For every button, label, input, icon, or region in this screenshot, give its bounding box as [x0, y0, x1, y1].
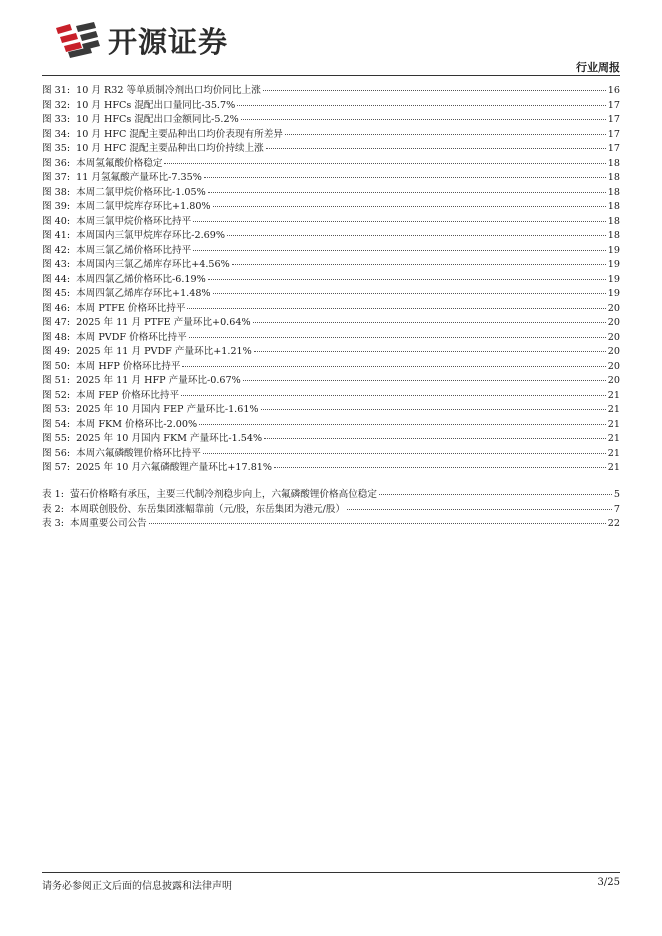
toc-entry-title: 2025 年 10 月六氟磷酸锂产量环比+17.81%	[76, 462, 273, 473]
toc-entry-number: 图 41:	[42, 230, 71, 241]
toc-entry-figure-49[interactable]	[42, 343, 620, 358]
toc-entry-number: 图 44:	[42, 273, 71, 285]
toc-entry-title: 本周重要公司公告	[69, 518, 147, 529]
toc-entry-number: 图 39:	[42, 201, 71, 212]
toc-entry-figure-33[interactable]	[42, 111, 620, 126]
toc-dot-leader	[204, 177, 606, 178]
footer-divider	[42, 872, 620, 873]
toc-entry-figure-43[interactable]	[42, 256, 620, 271]
toc-entry-page: 5	[613, 489, 620, 500]
header-divider	[42, 75, 620, 76]
toc-entry-title: 本周 FKM 价格环比-2.00%	[76, 418, 198, 430]
toc-entry-number: 表 2:	[42, 503, 64, 515]
toc-dot-leader	[254, 351, 606, 352]
toc-entry-page: 22	[607, 518, 620, 529]
toc-entry-number: 图 45:	[42, 288, 71, 299]
toc-entry-title: 10 月 HFC 混配主要品种出口均价表现有所差异	[76, 128, 283, 140]
toc-entry-title: 本周二氯甲烷库存环比+1.80%	[76, 201, 211, 212]
toc-dot-leader	[243, 380, 606, 381]
toc-entry-figure-52[interactable]	[42, 387, 620, 402]
toc-entry-figure-37[interactable]	[42, 169, 620, 184]
toc-dot-leader	[181, 395, 606, 396]
toc-entry-figure-47[interactable]	[42, 314, 620, 329]
toc-entry-number: 图 35:	[42, 143, 71, 154]
toc-entry-title: 2025 年 11 月 PVDF 产量环比+1.21%	[76, 346, 252, 357]
toc-entry-title: 本周国内三氯乙烯库存环比+4.56%	[76, 259, 230, 270]
toc-entry-number: 图 56:	[42, 447, 71, 459]
toc-entry-number: 图 52:	[42, 389, 71, 401]
toc-dot-leader	[164, 163, 605, 164]
toc-entry-number: 图 38:	[42, 186, 71, 198]
toc-entry-title: 2025 年 11 月 PTFE 产量环比+0.64%	[76, 317, 251, 328]
toc-entry-page: 19	[607, 259, 620, 270]
toc-entry-page: 18	[607, 186, 620, 198]
toc-entry-title: 本周氢氟酸价格稳定	[76, 157, 163, 169]
report-type-label: 行业周报	[576, 61, 620, 74]
toc-entry-figure-55[interactable]	[42, 430, 620, 445]
toc-entry-number: 图 48:	[42, 331, 71, 343]
toc-entry-title: 11 月氢氟酸产量环比-7.35%	[76, 172, 202, 183]
toc-entry-number: 图 53:	[42, 404, 71, 415]
toc-entry-page: 20	[607, 331, 620, 343]
brand-logo	[50, 20, 228, 60]
toc-dot-leader	[187, 308, 605, 309]
toc-dot-leader	[253, 322, 606, 323]
toc-entry-number: 图 51:	[42, 375, 71, 386]
toc-dot-leader	[266, 148, 606, 149]
toc-entry-number: 表 3:	[42, 518, 64, 529]
toc-entry-figure-46[interactable]	[42, 300, 620, 315]
toc-entry-page: 20	[607, 360, 620, 372]
toc-dot-leader	[232, 264, 606, 265]
toc-entry-page: 16	[607, 85, 620, 96]
toc-entry-page: 18	[607, 201, 620, 212]
toc-entry-title: 本周六氟磷酸锂价格环比持平	[76, 447, 201, 459]
toc-entry-page: 20	[607, 317, 620, 328]
toc-entry-title: 10 月 R32 等单质制冷剂出口均价同比上涨	[76, 85, 261, 96]
toc-dot-leader	[203, 453, 606, 454]
toc-entry-number: 图 46:	[42, 302, 71, 314]
toc-entry-figure-45[interactable]	[42, 285, 620, 300]
toc-entry-number: 图 43:	[42, 259, 71, 270]
toc-entry-figure-57[interactable]	[42, 459, 620, 474]
toc-entry-page: 21	[607, 418, 620, 430]
toc-entry-title: 本周 HFP 价格环比持平	[76, 360, 181, 372]
toc-entry-title: 2025 年 10 月国内 FEP 产量环比-1.61%	[76, 404, 259, 415]
toc-entry-page: 18	[607, 230, 620, 241]
toc-dot-leader	[208, 192, 606, 193]
toc-dot-leader	[193, 221, 606, 222]
toc-entry-title: 本周国内三氯甲烷库存环比-2.69%	[76, 230, 225, 241]
toc-entry-page: 20	[607, 302, 620, 314]
kaiyuan-logo-icon	[50, 20, 102, 60]
toc-entry-title: 本周四氯乙烯库存环比+1.48%	[76, 288, 211, 299]
toc-entry-page: 20	[607, 346, 620, 357]
toc-entry-page: 21	[607, 389, 620, 401]
toc-dot-leader	[182, 366, 605, 367]
figure-index	[42, 82, 620, 474]
toc-entry-figure-38[interactable]	[42, 184, 620, 199]
toc-entry-title: 本周 FEP 价格环比持平	[76, 389, 180, 401]
toc-entry-number: 图 50:	[42, 360, 71, 372]
toc-dot-leader	[274, 467, 606, 468]
toc-entry-page: 21	[607, 447, 620, 459]
toc-entry-title: 本周联创股份、东岳集团涨幅靠前（元/股，东岳集团为港元/股）	[69, 503, 346, 515]
toc-entry-title: 本周三氯甲烷价格环比持平	[76, 215, 192, 227]
toc-entry-number: 图 31:	[42, 85, 71, 96]
toc-entry-number: 图 33:	[42, 114, 71, 125]
toc-entry-number: 图 32:	[42, 99, 71, 111]
page-number: 3/25	[597, 877, 620, 888]
toc-entry-figure-35[interactable]	[42, 140, 620, 155]
toc-entry-figure-51[interactable]	[42, 372, 620, 387]
toc-entry-figure-44[interactable]	[42, 271, 620, 286]
toc-entry-title: 萤石价格略有承压，主要三代制冷剂稳步向上，六氟磷酸锂价格高位稳定	[69, 489, 377, 500]
toc-entry-number: 图 37:	[42, 172, 71, 183]
toc-entry-figure-56[interactable]	[42, 445, 620, 460]
toc-entry-page: 19	[607, 244, 620, 256]
toc-entry-figure-36[interactable]	[42, 155, 620, 170]
toc-dot-leader	[261, 409, 606, 410]
toc-dot-leader	[227, 235, 606, 236]
toc-entry-figure-39[interactable]	[42, 198, 620, 213]
toc-entry-title: 本周 PTFE 价格环比持平	[76, 302, 186, 314]
toc-entry-number: 图 55:	[42, 433, 71, 444]
toc-entry-title: 本周四氯乙烯价格环比-6.19%	[76, 273, 206, 285]
toc-entry-number: 表 1:	[42, 489, 64, 500]
toc-entry-figure-40[interactable]	[42, 213, 620, 228]
toc-dot-leader	[213, 293, 606, 294]
toc-entry-figure-54[interactable]	[42, 416, 620, 431]
brand-name: 开源证券	[108, 24, 229, 59]
toc-dot-leader	[263, 90, 606, 91]
toc-dot-leader	[213, 206, 606, 207]
toc-entry-number: 图 54:	[42, 418, 71, 430]
toc-entry-table-2[interactable]	[42, 501, 620, 516]
toc-entry-figure-32[interactable]	[42, 97, 620, 112]
toc-entry-table-3[interactable]	[42, 515, 620, 530]
toc-entry-page: 17	[607, 143, 620, 154]
toc-entry-number: 图 40:	[42, 215, 71, 227]
toc-entry-title: 10 月 HFC 混配主要品种出口均价持续上涨	[76, 143, 264, 154]
toc-entry-page: 7	[613, 503, 620, 515]
toc-entry-table-1[interactable]	[42, 486, 620, 501]
toc-entry-page: 18	[607, 215, 620, 227]
toc-entry-page: 17	[607, 128, 620, 140]
toc-dot-leader	[193, 250, 606, 251]
toc-dot-leader	[379, 494, 612, 495]
toc-entry-title: 本周 PVDF 价格环比持平	[76, 331, 187, 343]
table-index	[42, 486, 620, 530]
toc-entry-title: 2025 年 10 月国内 FKM 产量环比-1.54%	[76, 433, 263, 444]
toc-entry-page: 21	[607, 462, 620, 473]
toc-entry-figure-50[interactable]	[42, 358, 620, 373]
toc-entry-number: 图 34:	[42, 128, 71, 140]
toc-entry-page: 17	[607, 114, 620, 125]
toc-entry-figure-31[interactable]	[42, 82, 620, 97]
toc-entry-number: 图 49:	[42, 346, 71, 357]
toc-entry-number: 图 57:	[42, 462, 71, 473]
toc-entry-title: 10 月 HFCs 混配出口量同比-35.7%	[76, 99, 236, 111]
toc-entry-page: 17	[607, 99, 620, 111]
toc-entry-title: 本周三氯乙烯价格环比持平	[76, 244, 192, 256]
toc-entry-page: 18	[607, 157, 620, 169]
toc-entry-number: 图 47:	[42, 317, 71, 328]
toc-dot-leader	[241, 119, 606, 120]
toc-dot-leader	[199, 424, 606, 425]
toc-dot-leader	[347, 509, 612, 510]
toc-entry-figure-48[interactable]	[42, 329, 620, 344]
toc-entry-page: 20	[607, 375, 620, 386]
legal-disclaimer: 请务必参阅正文后面的信息披露和法律声明	[42, 881, 232, 892]
toc-dot-leader	[264, 438, 606, 439]
toc-entry-page: 19	[607, 288, 620, 299]
toc-dot-leader	[285, 134, 606, 135]
toc-dot-leader	[208, 279, 606, 280]
toc-entry-figure-42[interactable]	[42, 242, 620, 257]
toc-entry-page: 21	[607, 433, 620, 444]
toc-entry-number: 图 42:	[42, 244, 71, 256]
toc-dot-leader	[237, 105, 606, 106]
toc-entry-page: 21	[607, 404, 620, 415]
toc-entry-title: 2025 年 11 月 HFP 产量环比-0.67%	[76, 375, 241, 386]
toc-entry-figure-34[interactable]	[42, 126, 620, 141]
toc-entry-page: 18	[607, 172, 620, 183]
toc-dot-leader	[189, 337, 606, 338]
toc-entry-title: 10 月 HFCs 混配出口金额同比-5.2%	[76, 114, 239, 125]
toc-dot-leader	[149, 523, 606, 524]
toc-entry-title: 本周二氯甲烷价格环比-1.05%	[76, 186, 206, 198]
toc-entry-number: 图 36:	[42, 157, 71, 169]
toc-entry-figure-41[interactable]	[42, 227, 620, 242]
toc-entry-page: 19	[607, 273, 620, 285]
toc-entry-figure-53[interactable]	[42, 401, 620, 416]
